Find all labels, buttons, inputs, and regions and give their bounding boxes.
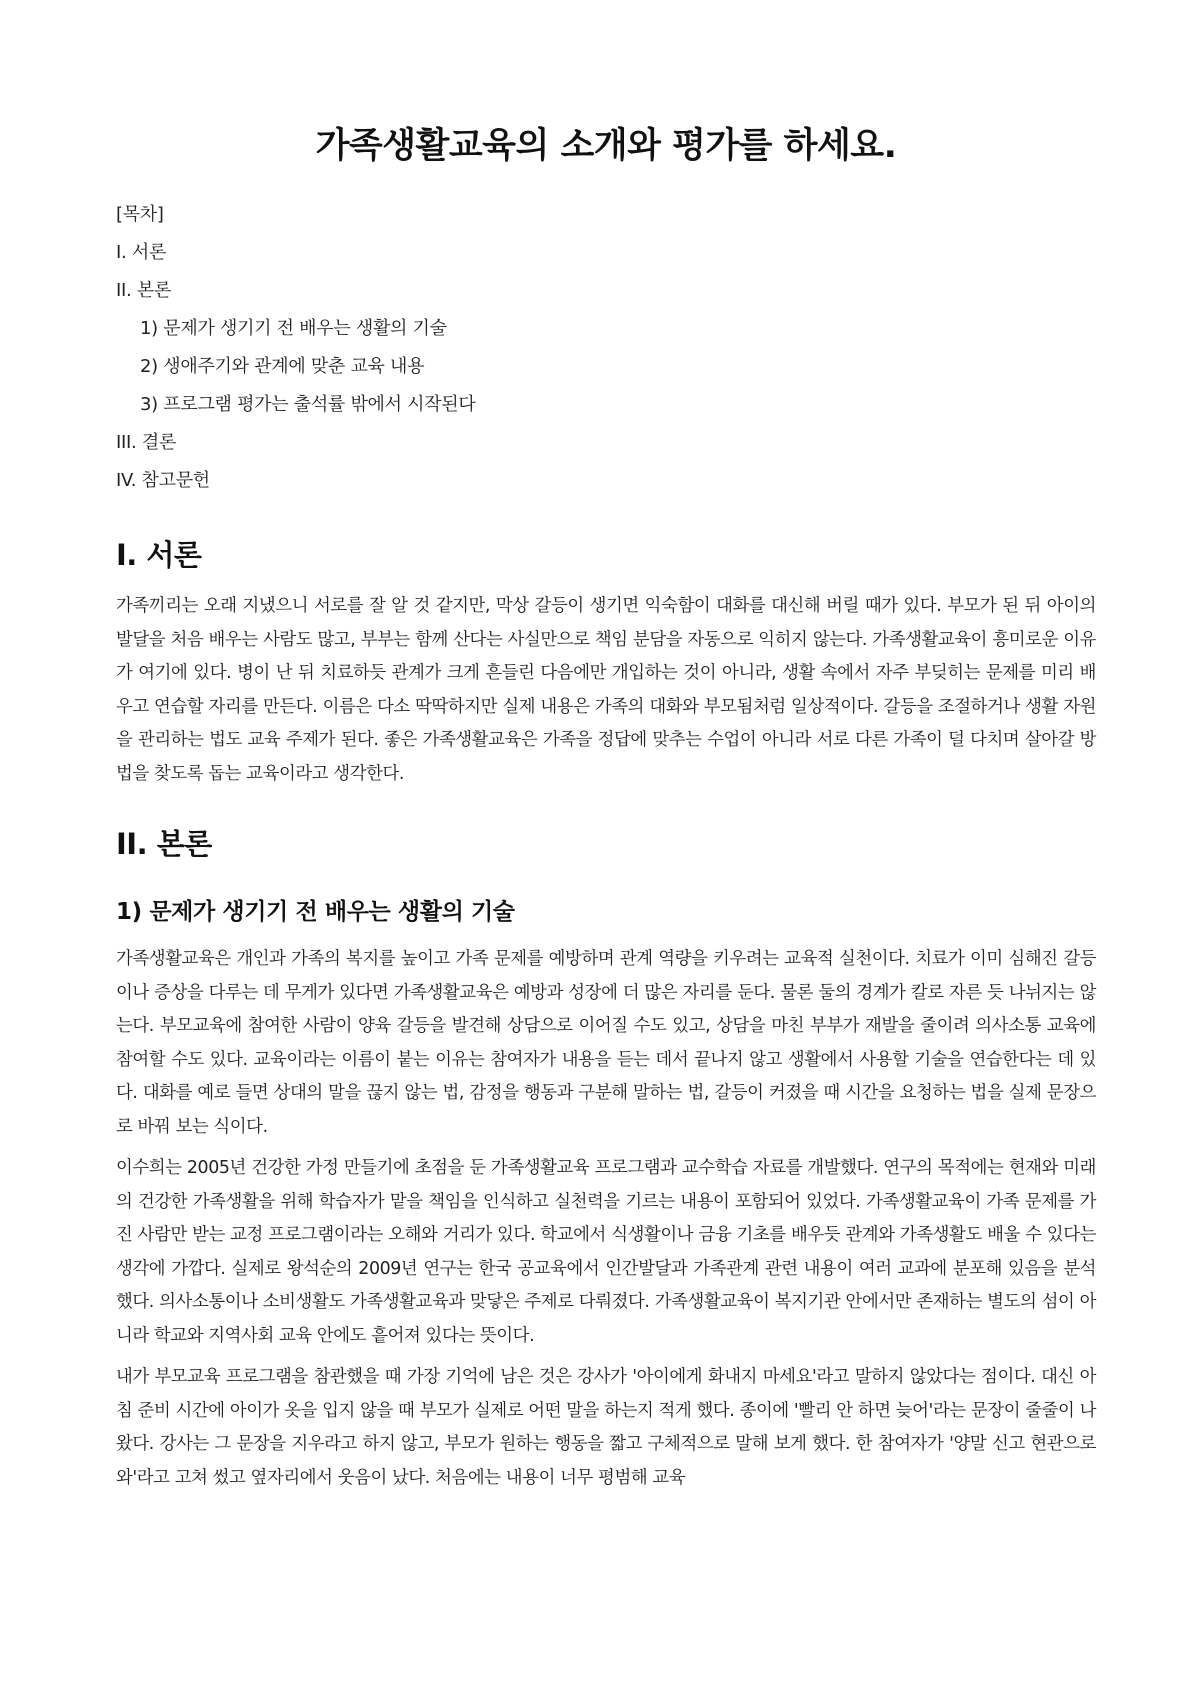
body-section <box>116 819 1096 1495</box>
intro-paragraph: 가족끼리는 오래 지냈으니 서로를 잘 알 것 같지만, 막상 갈등이 생기면 익숙함이 대화를 대신해 버릴 때가 있다. 부모가 된 뒤 아이의 발달을 처음 배우는 사람도 많고, 부부는 함께 산다는 사실만으로 책임 분담을 자동으로 익히지 않는다. 가족생활교육이 흥미로운 이유가 여기에 있다. 병이 난 뒤 치료하듯 관계가 크게 흔들린 다음에만 개입하는 것이 아니라, 생활 속에서 자주 부딪히는 문제를 미리 배우고 연습할 자리를 만든다. 이름은 다소 딱딱하지만 실제 내용은 가족의 대화와 부모됨처럼 일상적이다. 갈등을 조절하거나 생활 자원을 관리하는 법도 교육 주제가 된다. 좋은 가족생활교육은 가족을 정답에 맞추는 수업이 아니라 서로 다른 가족이 덜 다치며 살아갈 방법을 찾도록 돕는 교육이라고 생각한다. <box>116 596 1096 784</box>
section-heading-intro: I. 서론 <box>116 538 202 572</box>
body-paragraph: 내가 부모교육 프로그램을 참관했을 때 가장 기억에 남은 것은 강사가 '아이에게 화내지 마세요'라고 말하지 않았다는 점이다. 대신 아침 준비 시간에 아이가 옷을 입지 않을 때 부모가 실제로 어떤 말을 하는지 적게 했다. 종이에 '빨리 안 하면 늦어'라는 문장이 줄줄이 나왔다. 강사는 그 문장을 지우라고 하지 않고, 부모가 원하는 행동을 짧고 구체적으로 말해 보게 했다. 한 참여자가 '양말 신고 현관으로 와'라고 고쳐 썼고 옆자리에서 웃음이 났다. 처음에는 내용이 너무 평범해 교육 <box>116 1367 1096 1488</box>
toc-subitem: 3) 프로그램 평가는 출석률 밖에서 시작된다 <box>140 394 476 415</box>
page-title: 가족생활교육의 소개와 평가를 하세요. <box>315 126 897 166</box>
toc-item: I. 서론 <box>116 242 167 263</box>
intro-section <box>116 530 1096 791</box>
subsection-heading-1: 1) 문제가 생기기 전 배우는 생활의 기술 <box>116 899 515 925</box>
table-of-contents <box>116 196 1096 500</box>
toc-heading: [목차] <box>116 204 164 225</box>
toc-subitem: 1) 문제가 생기기 전 배우는 생활의 기술 <box>140 318 447 339</box>
document-page <box>116 116 1096 1503</box>
toc-item: III. 결론 <box>116 432 177 453</box>
toc-subitem: 2) 생애주기와 관계에 맞춘 교육 내용 <box>140 356 425 377</box>
body-paragraph: 이수희는 2005년 건강한 가정 만들기에 초점을 둔 가족생활교육 프로그램과 교수학습 자료를 개발했다. 연구의 목적에는 현재와 미래의 건강한 가족생활을 위해 학습자가 맡을 책임을 인식하고 실천력을 기르는 내용이 포함되어 있었다. 가족생활교육이 가족 문제를 가진 사람만 받는 교정 프로그램이라는 오해와 거리가 있다. 학교에서 식생활이나 금융 기초를 배우듯 관계와 가족생활도 배울 수 있다는 생각에 가깝다. 실제로 왕석순의 2009년 연구는 한국 공교육에서 인간발달과 가족관계 관련 내용이 여러 교과에 분포해 있음을 분석했다. 의사소통이나 소비생활도 가족생활교육과 맞닿은 주제로 다뤄졌다. 가족생활교육이 복지기관 안에서만 존재하는 별도의 섬이 아니라 학교와 지역사회 교육 안에도 흩어져 있다는 뜻이다. <box>116 1158 1096 1346</box>
toc-item: II. 본론 <box>116 280 172 301</box>
body-paragraph: 가족생활교육은 개인과 가족의 복지를 높이고 가족 문제를 예방하며 관계 역량을 키우려는 교육적 실천이다. 치료가 이미 심해진 갈등이나 증상을 다루는 데 무게가 있다면 가족생활교육은 예방과 성장에 더 많은 자리를 둔다. 물론 둘의 경계가 칼로 자른 듯 나뉘지는 않는다. 부모교육에 참여한 사람이 양육 갈등을 발견해 상담으로 이어질 수도 있고, 상담을 마친 부부가 재발을 줄이려 의사소통 교육에 참여할 수도 있다. 교육이라는 이름이 붙는 이유는 참여자가 내용을 듣는 데서 끝나지 않고 생활에서 사용할 기술을 연습한다는 데 있다. 대화를 예로 들면 상대의 말을 끊지 않는 법, 감정을 행동과 구분해 말하는 법, 갈등이 커졌을 때 시간을 요청하는 법을 실제 문장으로 바꿔 보는 식이다. <box>116 949 1096 1137</box>
toc-item: IV. 참고문헌 <box>116 470 210 491</box>
section-heading-body: II. 본론 <box>116 827 212 861</box>
